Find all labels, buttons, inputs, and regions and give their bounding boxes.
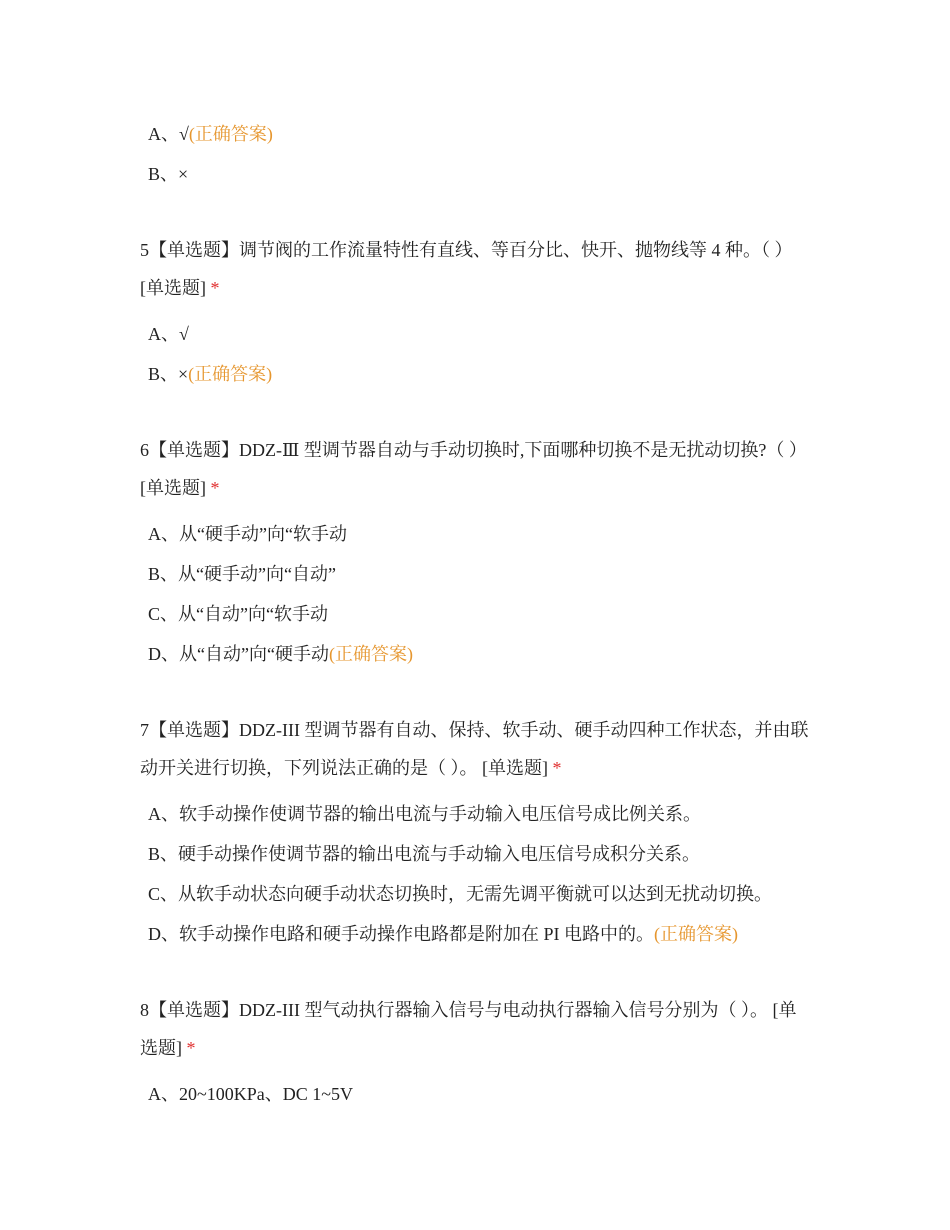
option-a[interactable]: [148, 804, 810, 844]
option-label: A、20~100KPa、DC 1~5V: [148, 1084, 353, 1104]
question-options: [148, 524, 810, 684]
option-label: A、√: [148, 124, 189, 144]
option-b[interactable]: [148, 564, 810, 604]
option-label: A、软手动操作使调节器的输出电流与手动输入电压信号成比例关系。: [148, 804, 701, 824]
option-label: C、从软手动状态向硬手动状态切换时，无需先调平衡就可以达到无扰动切换。: [148, 884, 773, 904]
option-a[interactable]: [148, 1084, 810, 1124]
required-mark: *: [210, 478, 220, 498]
option-a[interactable]: [148, 124, 848, 164]
option-d[interactable]: [148, 644, 810, 684]
correct-answer-mark: (正确答案): [328, 644, 413, 664]
question-options: [148, 324, 810, 404]
option-label: D、软手动操作电路和硬手动操作电路都是附加在 PI 电路中的。: [148, 924, 655, 944]
option-c[interactable]: [148, 884, 810, 924]
required-mark: *: [186, 1038, 196, 1058]
question-title: [140, 991, 810, 1067]
correct-answer-mark: (正确答案): [188, 364, 273, 384]
question-5: [140, 231, 810, 404]
question-6: [140, 431, 810, 684]
correct-answer-mark: (正确答案): [654, 924, 739, 944]
required-mark: *: [210, 278, 220, 298]
option-label: A、从“硬手动”向“软手动: [148, 524, 347, 544]
question-title: [140, 711, 810, 787]
option-a[interactable]: [148, 324, 810, 364]
required-mark: *: [552, 758, 562, 778]
correct-answer-mark: (正确答案): [188, 124, 273, 144]
question-text: 7【单选题】DDZ-III 型调节器有自动、保持、软手动、硬手动四种工作状态，并由联动开关进行切换，下列说法正确的是（ ）。 [单选题]: [140, 720, 809, 778]
prev-question-options: [148, 124, 848, 204]
option-label: D、从“自动”向“硬手动: [148, 644, 329, 664]
question-text: 5【单选题】调节阀的工作流量特性有直线、等百分比、快开、抛物线等 4 种。（ ） [单选题]: [140, 240, 793, 298]
question-options: [148, 804, 810, 964]
option-label: B、×: [148, 364, 189, 384]
option-b[interactable]: [148, 844, 810, 884]
option-b[interactable]: [148, 364, 810, 404]
option-label: C、从“自动”向“软手动: [148, 604, 328, 624]
question-8: [140, 991, 810, 1124]
option-b[interactable]: [148, 164, 848, 204]
question-title: [140, 231, 810, 307]
question-7: [140, 711, 810, 964]
option-label: B、×: [148, 164, 189, 184]
option-d[interactable]: [148, 924, 810, 964]
option-label: B、硬手动操作使调节器的输出电流与手动输入电压信号成积分关系。: [148, 844, 701, 864]
question-options: [148, 1084, 810, 1124]
option-label: A、√: [148, 324, 189, 344]
option-label: B、从“硬手动”向“自动”: [148, 564, 336, 584]
question-text: 8【单选题】DDZ-III 型气动执行器输入信号与电动执行器输入信号分别为（ ）。 [单选题]: [140, 1000, 797, 1058]
option-c[interactable]: [148, 604, 810, 644]
question-text: 6【单选题】DDZ-Ⅲ 型调节器自动与手动切换时,下面哪种切换不是无扰动切换?（ ） [单选题]: [140, 440, 807, 498]
question-title: [140, 431, 810, 507]
option-a[interactable]: [148, 524, 810, 564]
